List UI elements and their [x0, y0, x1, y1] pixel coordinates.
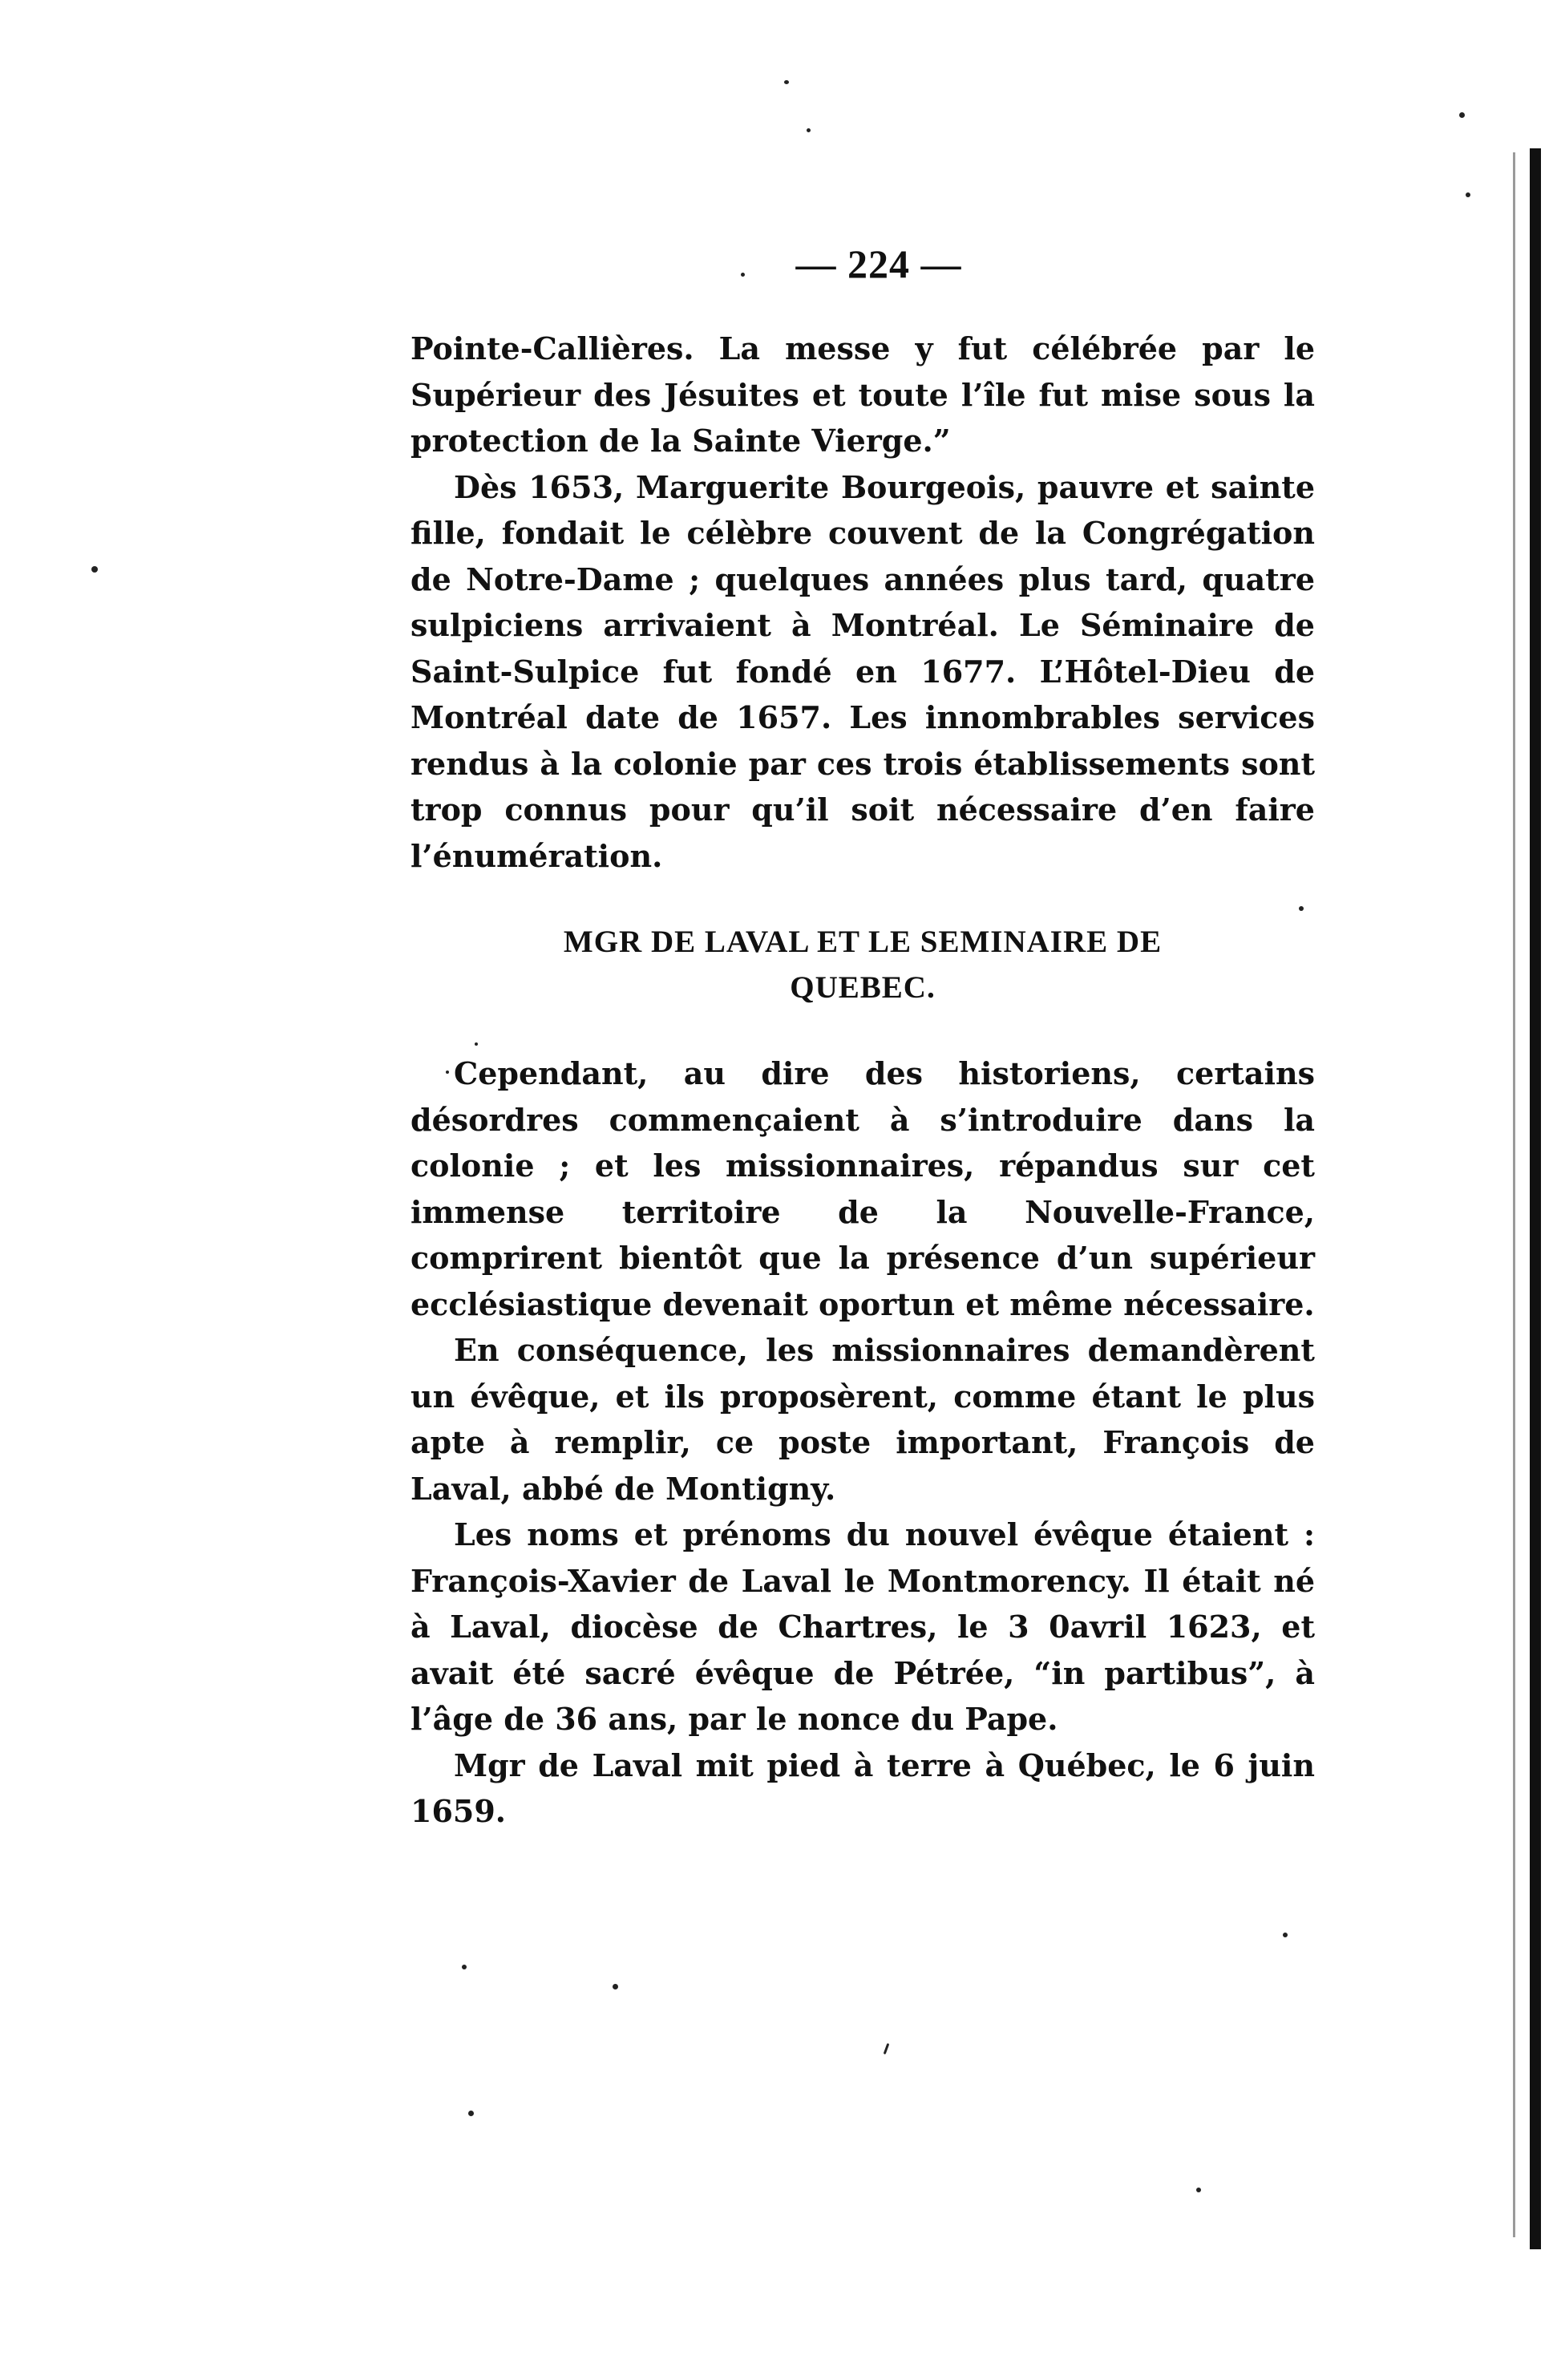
- paragraph-desordres: Cependant, au dire des historiens, certains désordres commençaient à s’introduire dans la colonie ; et les missionnaires, répandus sur cet immense territoire de la Nouvelle-France, comprirent bientôt que la présence d’un supérieur ecclésiastique devenait oportun et même nécessaire.: [410, 1055, 1315, 1322]
- paragraph-arrivee-quebec: Mgr de Laval mit pied à terre à Québec, le 6 juin 1659.: [410, 1747, 1315, 1829]
- page-number: — 224 —: [795, 241, 962, 286]
- scan-speck: [884, 2043, 890, 2054]
- paragraph-noms-prenoms: Les noms et prénoms du nouvel évêque étaient : François-Xavier de Laval le Montmorency. Il était né à Laval, diocèse de Chartres, le 3 0avril 1623, et avait été sacré évêque de Pétrée, “in partibus”, à l’âge de 36 ans, par le nonce du Pape.: [410, 1516, 1315, 1737]
- page-edge-line: [1513, 152, 1515, 2237]
- scan-speck: [1459, 112, 1465, 118]
- paragraph-pointe-callieres: Pointe-Callières. La messe y fut célébrée par le Supérieur des Jésuites et toute l’île fut mise sous la protection de la Sainte Vierge.”: [410, 330, 1315, 459]
- paragraph-marguerite-bourgeois: Dès 1653, Marguerite Bourgeois, pauvre et sainte fille, fondait le célèbre couvent de la Congrégation de Notre-Dame ; quelques années plus tard, quatre sulpiciens arrivaient à Montréal. Le Séminaire de Saint-Sulpice fut fondé en 1677. L’Hôtel-Dieu de Montréal date de 1657. Les innombrables services rendus à la colonie par ces trois établissements sont trop connus pour qu’il soit nécessaire d’en faire l’énumération.: [410, 468, 1315, 874]
- scan-speck: [1196, 2188, 1201, 2192]
- scan-speck: [807, 128, 811, 132]
- scan-speck: [613, 1984, 618, 1989]
- page-edge-shadow: [1530, 148, 1541, 2249]
- scan-speck: [784, 80, 789, 84]
- scan-speck: [468, 2111, 474, 2116]
- section-heading-line-1: MGR DE LAVAL ET LE SEMINAIRE DE: [563, 925, 1163, 959]
- scan-speck: [91, 566, 98, 573]
- scan-speck: [1283, 1933, 1288, 1937]
- section-heading-line-2: QUEBEC.: [790, 970, 936, 1005]
- paragraph-eveque-demande: En conséquence, les missionnaires demandèrent un évêque, et ils proposèrent, comme étant le plus apte à remplir, ce poste important, François de Laval, abbé de Montigny.: [410, 1332, 1315, 1507]
- scan-speck: [462, 1965, 467, 1969]
- section-heading: [410, 919, 1315, 1010]
- text-column: [410, 241, 1315, 1835]
- scan-speck: [1466, 192, 1470, 197]
